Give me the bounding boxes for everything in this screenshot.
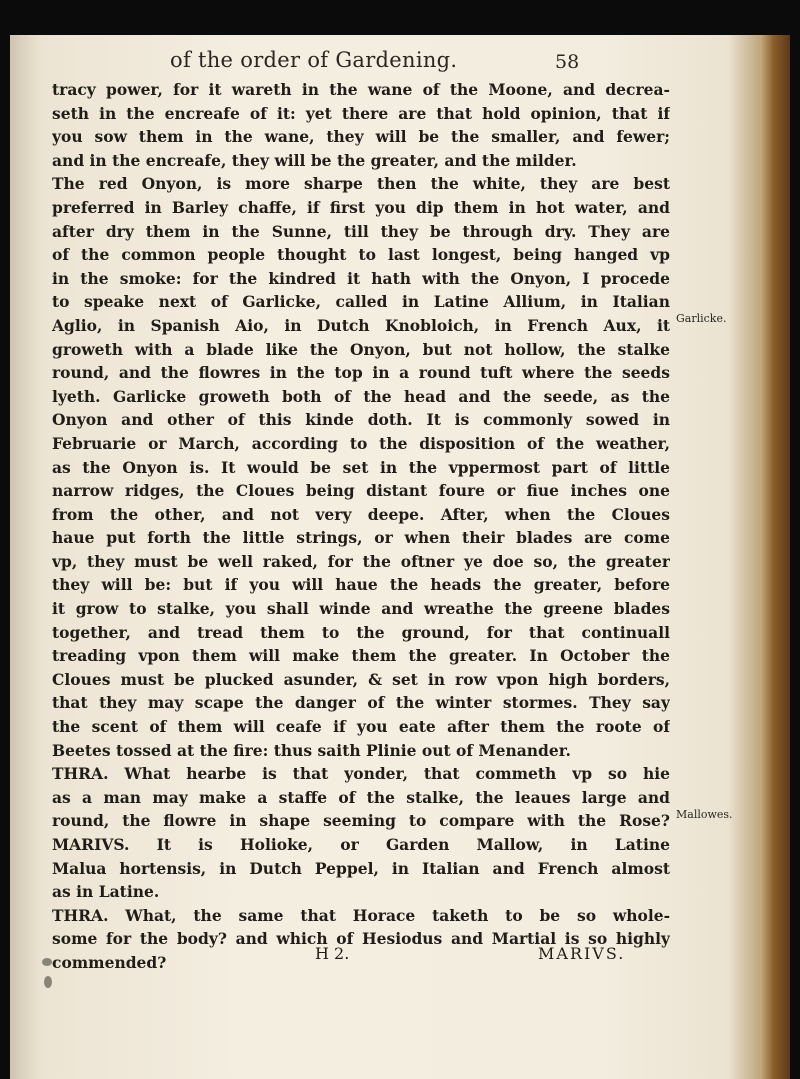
text-line: Malua hortensis, in Dutch Peppel, in Italian and French almost [52,858,670,878]
text-line: as in Latine. [52,882,160,902]
running-head: of the order of Gardening. [170,48,458,72]
text-line: they will be: but if you will haue the heads the greater, before [52,575,670,595]
text-line: after dry them in the Sunne, till they be through dry. They are [52,221,670,241]
signature-mark: H 2. [315,944,350,963]
text-line: Aglio, in Spanish Aio, in Dutch Knobloich, in French Aux, it [52,315,670,335]
text-line: The red Onyon, is more sharpe then the white, they are best [52,174,670,194]
text-line: Onyon and other of this kinde doth. It is commonly sowed in [52,410,670,430]
text-line: groweth with a blade like the Onyon, but not hollow, the stalke [52,339,670,359]
text-line: round, and the flowres in the top in a round tuft where the seeds [52,363,670,383]
ink-blot [42,958,52,966]
text-line: some for the body? and which of Hesiodus and Martial is so highly [52,929,670,949]
margin-note-garlicke: Garlicke. [676,312,727,325]
text-line: vp, they must be well raked, for the oftner ye doe so, the greater [52,551,670,571]
text-line: it grow to stalke, you shall winde and wreathe the greene blades [52,599,670,619]
text-line: together, and tread them to the ground, for that continuall [52,622,670,642]
text-line: Februarie or March, according to the disposition of the weather, [52,433,670,453]
text-line: the scent of them will ceafe if you eate after them the roote of [52,717,670,737]
text-line: Beetes tossed at the fire: thus saith Plinie out of Menander. [52,740,571,760]
text-line: Cloues must be plucked asunder, & set in row vpon high borders, [52,669,670,689]
text-line: in the smoke: for the kindred it hath with the Onyon, I procede [52,268,670,288]
text-line: THRA. What, the same that Horace taketh to be so whole- [52,905,670,925]
body-text [52,78,670,975]
text-line: tracy power, for it wareth in the wane of the Moone, and decrea- [52,80,670,99]
text-line: as the Onyon is. It would be set in the vppermost part of little [52,457,670,477]
text-line: lyeth. Garlicke groweth both of the head and the seede, as the [52,386,670,406]
text-line: haue put forth the little strings, or when their blades are come [52,528,670,548]
text-line: that they may scape the danger of the winter stormes. They say [52,693,670,713]
text-line: and in the encreafe, they will be the greater, and the milder. [52,150,577,170]
ink-blot [44,976,52,988]
page-number: 58 [555,51,580,73]
margin-note-mallowes: Mallowes. [676,808,733,821]
page-edge-shadow [760,35,790,1079]
text-line: treading vpon them will make them the greater. In October the [52,646,670,666]
text-line: of the common people thought to last longest, being hanged vp [52,245,670,265]
catchword: MARIVS. [538,944,626,963]
text-line: narrow ridges, the Cloues being distant foure or fiue inches one [52,481,670,501]
text-line: you sow them in the wane, they will be the smaller, and fewer; [52,127,670,147]
text-line: to speake next of Garlicke, called in Latine Allium, in Italian [52,292,670,312]
text-line: commended? [52,952,167,972]
text-line: THRA. What hearbe is that yonder, that commeth vp so hie [52,764,670,784]
text-line: preferred in Barley chaffe, if first you dip them in hot water, and [52,197,670,217]
text-line: from the other, and not very deepe. After, when the Cloues [52,504,670,524]
text-line: MARIVS. It is Holioke, or Garden Mallow, in Latine [52,835,670,854]
text-line: seth in the encreafe of it: yet there are that hold opinion, that if [52,103,670,123]
text-line: round, the flowre in shape seeming to compare with the Rose? [52,811,670,831]
text-line: as a man may make a staffe of the stalke, the leaues large and [52,787,670,807]
